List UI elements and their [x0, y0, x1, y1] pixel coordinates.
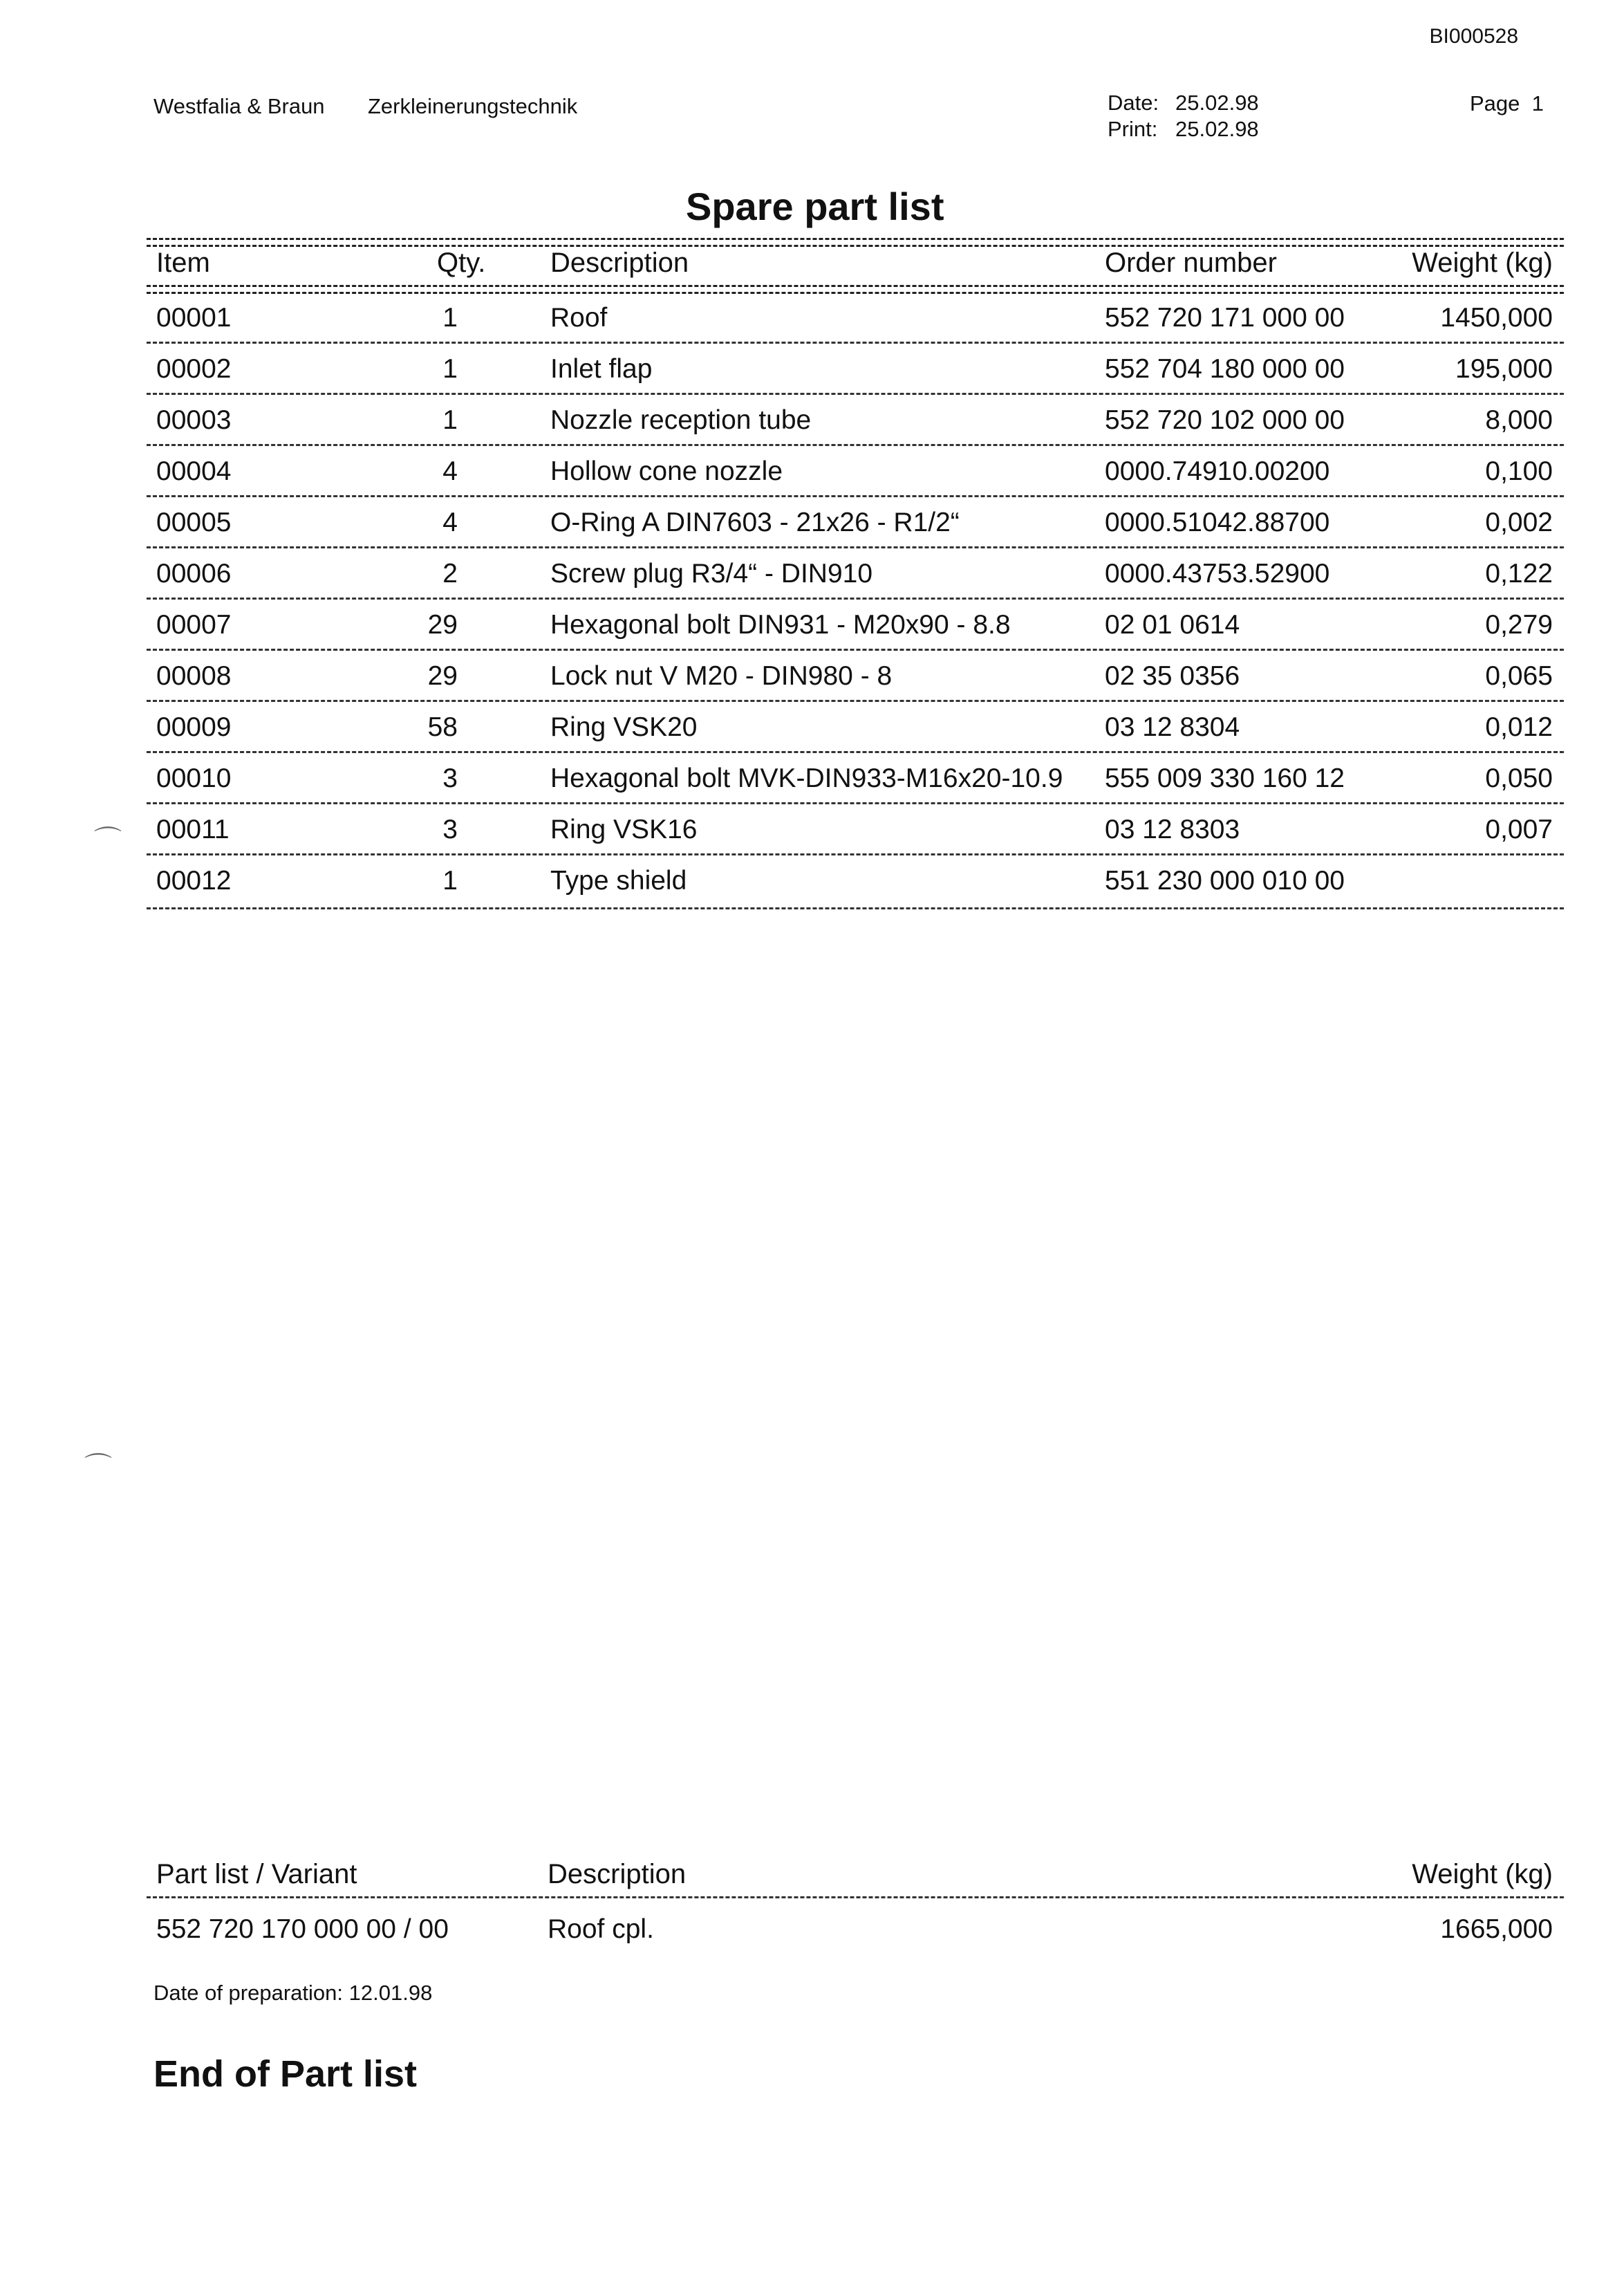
- document-id: BI000528: [1429, 25, 1518, 48]
- cell-qty: 58: [427, 712, 458, 742]
- cell-order-number: 552 720 171 000 00: [1105, 303, 1345, 333]
- cell-item: 00002: [156, 354, 232, 384]
- row-divider: [147, 649, 1564, 651]
- cell-order-number: 551 230 000 010 00: [1105, 866, 1345, 896]
- cell-order-number: 0000.43753.52900: [1105, 559, 1330, 589]
- cell-weight: 0,279: [1485, 610, 1553, 640]
- cell-item: 00012: [156, 866, 232, 896]
- summary-header: [147, 1855, 1564, 1896]
- row-divider: [147, 546, 1564, 548]
- cell-order-number: 02 35 0356: [1105, 661, 1240, 691]
- cell-weight: 8,000: [1485, 405, 1553, 435]
- cell-item: 00005: [156, 508, 232, 537]
- row-divider: [147, 853, 1564, 855]
- preparation-value: 12.01.98: [348, 1981, 433, 2005]
- summary-col-weight: Weight (kg): [1412, 1859, 1553, 1889]
- cell-description: Lock nut V M20 - DIN980 - 8: [550, 661, 893, 691]
- table-row: [147, 498, 1564, 549]
- cell-description: Hexagonal bolt DIN931 - M20x90 - 8.8: [550, 610, 1011, 640]
- page-indicator: [1470, 91, 1544, 116]
- row-divider: [147, 700, 1564, 702]
- cell-item: 00011: [156, 815, 230, 844]
- table-row: [147, 856, 1564, 907]
- cell-item: 00008: [156, 661, 232, 691]
- table-row: [147, 447, 1564, 498]
- page-label: Page: [1470, 91, 1520, 115]
- summary-weight: 1665,000: [1440, 1914, 1553, 1944]
- summary-description: Roof cpl.: [548, 1914, 654, 1944]
- cell-qty: 2: [442, 559, 458, 589]
- col-qty: Qty.: [437, 248, 486, 278]
- page-title-text: Spare part list: [686, 185, 944, 228]
- table-row: [147, 549, 1564, 600]
- cell-description: Hollow cone nozzle: [550, 456, 783, 486]
- cell-qty: 4: [442, 456, 458, 486]
- cell-item: 00004: [156, 456, 232, 486]
- cell-weight: 0,012: [1485, 712, 1553, 742]
- table-row: [147, 600, 1564, 651]
- cell-qty: 1: [442, 354, 458, 384]
- cell-weight: 0,007: [1485, 815, 1553, 844]
- row-divider: [147, 751, 1564, 753]
- cell-qty: 29: [427, 661, 458, 691]
- scan-artifact: ⌒: [94, 826, 122, 856]
- scan-artifact: ⌒: [84, 1452, 112, 1483]
- cell-weight: 195,000: [1455, 354, 1553, 384]
- row-divider: [147, 907, 1564, 909]
- cell-description: Type shield: [550, 866, 687, 896]
- cell-order-number: 555 009 330 160 12: [1105, 763, 1345, 793]
- summary-col-description: Description: [548, 1859, 687, 1889]
- preparation-date: [153, 1981, 432, 2006]
- col-weight: Weight (kg): [1412, 248, 1553, 278]
- cell-order-number: 0000.74910.00200: [1105, 456, 1330, 486]
- print-value: 25.02.98: [1175, 117, 1259, 141]
- cell-item: 00009: [156, 712, 232, 742]
- cell-order-number: 0000.51042.88700: [1105, 508, 1330, 537]
- col-description: Description: [550, 248, 689, 278]
- table-row: [147, 651, 1564, 703]
- cell-weight: 0,100: [1485, 456, 1553, 486]
- cell-weight: 0,002: [1485, 508, 1553, 537]
- cell-weight: 0,065: [1485, 661, 1553, 691]
- cell-qty: 1: [442, 866, 458, 896]
- cell-description: Ring VSK20: [550, 712, 698, 742]
- row-divider: [147, 495, 1564, 497]
- cell-qty: 1: [442, 405, 458, 435]
- cell-order-number: 552 720 102 000 00: [1105, 405, 1345, 435]
- cell-description: Inlet flap: [550, 354, 653, 384]
- table-row: [147, 396, 1564, 447]
- cell-qty: 3: [442, 763, 458, 793]
- cell-qty: 29: [427, 610, 458, 640]
- division-name: Zerkleinerungstechnik: [368, 94, 578, 118]
- summary-row: [147, 1909, 1564, 1950]
- cell-item: 00001: [156, 303, 232, 333]
- cell-description: Roof: [550, 303, 608, 333]
- cell-description: Screw plug R3/4“ - DIN910: [550, 559, 873, 589]
- table-row: [147, 293, 1564, 344]
- cell-description: O-Ring A DIN7603 - 21x26 - R1/2“: [550, 508, 960, 537]
- cell-qty: 3: [442, 815, 458, 844]
- row-divider: [147, 393, 1564, 395]
- cell-description: Hexagonal bolt MVK-DIN933-M16x20-10.9: [550, 763, 1063, 793]
- cell-weight: 0,050: [1485, 763, 1553, 793]
- cell-description: Ring VSK16: [550, 815, 698, 844]
- cell-order-number: 03 12 8304: [1105, 712, 1240, 742]
- cell-order-number: 03 12 8303: [1105, 815, 1240, 844]
- table-row: [147, 703, 1564, 754]
- print-label: Print:: [1108, 117, 1158, 141]
- row-divider: [147, 598, 1564, 600]
- col-order-number: Order number: [1105, 248, 1277, 278]
- preparation-label: Date of preparation:: [153, 1981, 344, 2005]
- table-row: [147, 754, 1564, 805]
- cell-order-number: 552 704 180 000 00: [1105, 354, 1345, 384]
- table-header: [147, 242, 1564, 284]
- date-label: Date:: [1108, 91, 1159, 115]
- cell-weight: 1450,000: [1440, 303, 1553, 333]
- date-value: 25.02.98: [1175, 91, 1259, 115]
- summary-variant: 552 720 170 000 00 / 00: [156, 1914, 449, 1944]
- cell-weight: 0,122: [1485, 559, 1553, 589]
- cell-qty: 1: [442, 303, 458, 333]
- cell-item: 00003: [156, 405, 232, 435]
- end-of-list: End of Part list: [153, 2053, 418, 2095]
- print-line: [1108, 116, 1259, 142]
- date-block: [1108, 90, 1259, 142]
- cell-item: 00007: [156, 610, 232, 640]
- cell-item: 00006: [156, 559, 232, 589]
- col-item: Item: [156, 248, 210, 278]
- cell-qty: 4: [442, 508, 458, 537]
- row-divider: [147, 342, 1564, 344]
- company-name: Westfalia & Braun: [153, 94, 325, 118]
- row-divider: [147, 444, 1564, 446]
- table-row: [147, 344, 1564, 396]
- cell-item: 00010: [156, 763, 232, 793]
- summary-header-rule: [147, 1896, 1564, 1898]
- row-divider: [147, 802, 1564, 804]
- cell-description: Nozzle reception tube: [550, 405, 812, 435]
- page-number: 1: [1531, 91, 1544, 115]
- summary-col-variant: Part list / Variant: [156, 1859, 357, 1889]
- table-row: [147, 805, 1564, 856]
- cell-order-number: 02 01 0614: [1105, 610, 1240, 640]
- date-line: [1108, 90, 1259, 116]
